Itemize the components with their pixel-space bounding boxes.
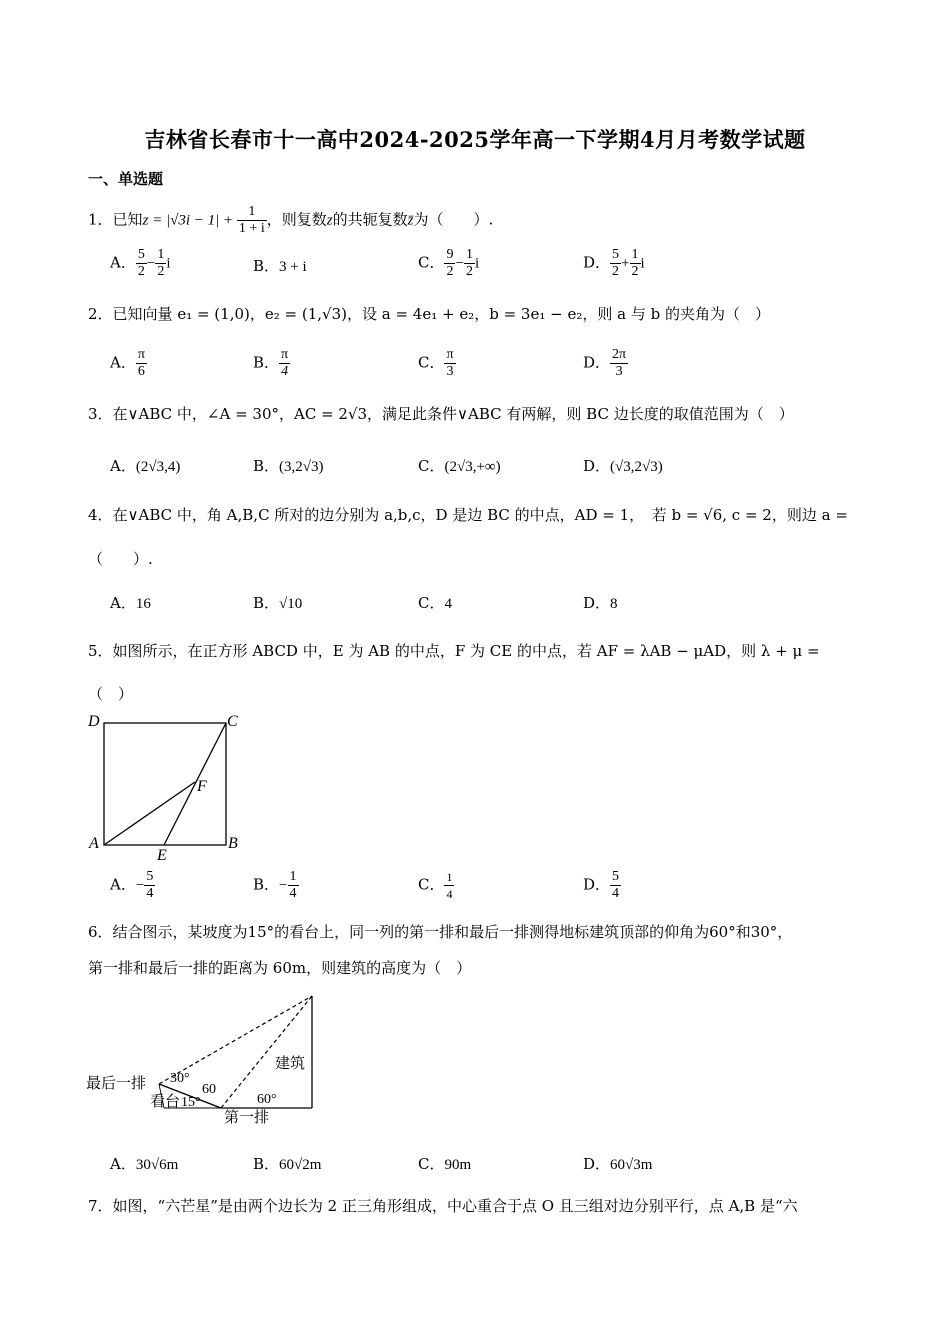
option-tail: i — [474, 255, 480, 272]
option-label: B． — [253, 594, 280, 612]
frac-num: 5 — [137, 247, 145, 262]
frac-den: 6 — [137, 364, 145, 379]
question-text: 在∨ABC 中，∠A = 30°，AC = 2√3，满足此条件∨ABC 有两解，则 BC 边长度的取值范围为（ ） — [112, 405, 794, 423]
page-title: 吉林省长春市十一高中2024-2025学年高一下学期4月月考数学试题 — [144, 127, 806, 152]
option-label: C． — [418, 594, 445, 612]
q6-option-c[interactable] — [418, 1153, 471, 1174]
question-2-stem — [88, 304, 770, 324]
q2-option-a[interactable] — [110, 347, 147, 380]
q6-option-b[interactable] — [253, 1153, 321, 1174]
option-label: A． — [110, 594, 136, 612]
option-text: (√3,2√3) — [610, 459, 663, 475]
question-text: 在∨ABC 中，角 A,B,C 所对的边分别为 a,b,c，D 是边 BC 的中点，AD = 1， 若 b = √6, c = 2，则边 a = — [112, 506, 848, 524]
frac-num: π — [281, 347, 289, 362]
option-label: D． — [583, 353, 611, 372]
q5-option-b[interactable] — [253, 869, 299, 902]
option-label: C． — [418, 1155, 445, 1173]
question-number: 7． — [88, 1197, 113, 1215]
option-text: 60√3m — [610, 1157, 653, 1173]
q5-option-d[interactable] — [583, 869, 621, 902]
frac-den: 4 — [289, 886, 297, 901]
frac-num: 5 — [612, 869, 620, 884]
option-frac — [610, 869, 621, 902]
q6-option-d[interactable] — [583, 1153, 652, 1174]
frac-den: 4 — [612, 886, 620, 901]
q1-z: z — [326, 212, 333, 229]
option-text: √10 — [279, 596, 303, 612]
frac-num: π — [137, 347, 145, 362]
label-c: C — [227, 713, 238, 730]
option-frac — [464, 247, 475, 280]
q1-fraction — [237, 204, 267, 237]
option-label: B． — [253, 875, 280, 894]
option-label: C． — [418, 353, 445, 372]
option-op: − — [455, 255, 464, 272]
frac-num: 5 — [146, 869, 154, 884]
frac-num: 1 — [289, 869, 297, 884]
frac-num: 2π — [612, 347, 627, 362]
frac-num: 1 — [465, 247, 473, 262]
question-3-stem — [88, 404, 794, 424]
option-text: 4 — [444, 596, 452, 612]
option-label: C． — [418, 875, 445, 894]
option-label: A． — [110, 253, 136, 272]
question-4-stem — [88, 505, 848, 525]
q6-option-a[interactable] — [110, 1153, 178, 1174]
question-number: 4． — [88, 506, 113, 524]
label-angle-60: 60° — [257, 1092, 277, 1107]
q1-option-a[interactable] — [110, 247, 170, 280]
frac-den: 4 — [446, 887, 453, 901]
q1-expr: z = |√3i − 1| + — [142, 212, 237, 229]
option-frac — [610, 347, 628, 380]
option-label: A． — [110, 1155, 136, 1173]
option-text: 8 — [610, 596, 618, 612]
label-building: 建筑 — [275, 1056, 306, 1072]
q4-option-b[interactable] — [253, 592, 302, 613]
option-label: B． — [253, 257, 280, 275]
option-op: − — [146, 255, 156, 272]
option-text: 16 — [135, 596, 151, 612]
square-abcd — [104, 723, 226, 845]
label-last-row: 最后一排 — [86, 1076, 147, 1092]
q5-option-a[interactable] — [110, 869, 155, 902]
q1-text-d: 为（ ）. — [413, 210, 494, 229]
frac-den: 2 — [465, 264, 473, 279]
question-4-stem-line2: （ ）. — [88, 550, 153, 568]
question-7-stem — [88, 1196, 798, 1216]
square-figure — [84, 708, 254, 868]
frac-den: 3 — [446, 364, 454, 379]
label-a: A — [89, 835, 99, 852]
question-5-stem — [88, 641, 820, 661]
option-label: A． — [110, 875, 136, 894]
question-number: 5． — [88, 642, 113, 660]
q3-option-a[interactable] — [110, 455, 180, 476]
question-5-stem-line2: （ ） — [88, 685, 134, 703]
question-6-stem-line2: 第一排和最后一排的距离为 60m，则建筑的高度为（ ） — [88, 959, 472, 977]
option-op: + — [621, 255, 630, 272]
q2-option-b[interactable] — [253, 347, 290, 380]
frac-den: 4 — [281, 364, 289, 379]
frac-num: 5 — [612, 247, 620, 262]
label-stand: 看台 — [150, 1094, 181, 1110]
q3-option-b[interactable] — [253, 455, 324, 476]
option-label: A． — [110, 353, 136, 372]
label-d: D — [88, 713, 100, 730]
q1-option-b[interactable] — [253, 255, 307, 276]
frac-num: 9 — [446, 247, 454, 262]
label-first-row: 第一排 — [224, 1110, 270, 1126]
option-frac — [444, 347, 455, 380]
q1-option-d[interactable] — [583, 247, 645, 280]
option-frac — [288, 869, 299, 902]
option-label: D． — [583, 457, 611, 475]
question-text: 已知向量 e₁ = (1,0)，e₂ = (1,√3)，设 a = 4e₁ + e₂，b = 3e₁ − e₂，则 a 与 b 的夹角为（ ） — [112, 305, 770, 323]
option-tail: i — [166, 255, 171, 272]
q3-option-c[interactable] — [418, 455, 501, 476]
option-frac — [136, 347, 147, 380]
frac-den: 2 — [137, 264, 145, 279]
option-label: A． — [110, 457, 136, 475]
q2-option-c[interactable] — [418, 347, 456, 380]
label-e: E — [157, 847, 167, 864]
frac-den: 2 — [612, 264, 620, 279]
q4-option-c[interactable] — [418, 592, 452, 613]
question-number: 1． — [88, 210, 113, 229]
label-angle-15: 15° — [181, 1095, 201, 1110]
option-sign: − — [135, 877, 145, 894]
q4-option-a[interactable] — [110, 592, 151, 613]
option-label: B． — [253, 457, 280, 475]
option-frac — [279, 347, 290, 380]
q1-frac-den: 1 + i — [238, 221, 265, 236]
option-text: 3 + i — [279, 259, 307, 275]
q1-option-c[interactable] — [418, 247, 479, 280]
q4-option-d[interactable] — [583, 592, 618, 613]
q1-zbar: z̄ — [407, 212, 414, 229]
option-frac — [155, 247, 166, 280]
label-f: F — [197, 778, 207, 795]
option-text: (2√3,+∞) — [444, 459, 501, 475]
option-label: D． — [583, 875, 611, 894]
option-text: 60√2m — [279, 1157, 322, 1173]
frac-den: 2 — [446, 264, 454, 279]
question-text: 如图所示，在正方形 ABCD 中，E 为 AB 的中点，F 为 CE 的中点，若 AF = λAB − μAD，则 λ + μ = — [112, 642, 820, 660]
option-text: (2√3,4) — [135, 459, 181, 475]
label-angle-30: 30° — [170, 1071, 190, 1086]
segment-ec — [164, 723, 226, 845]
option-tail: i — [640, 255, 645, 272]
option-label: C． — [418, 253, 445, 272]
option-frac — [610, 247, 621, 280]
frac-den: 2 — [157, 264, 165, 279]
option-frac — [136, 247, 147, 280]
q5-option-c[interactable] — [418, 869, 454, 902]
option-label: C． — [418, 457, 445, 475]
frac-num: π — [446, 347, 454, 362]
option-label: D． — [583, 1155, 611, 1173]
question-6-stem — [88, 922, 792, 942]
frac-num: 1 — [631, 247, 639, 262]
label-b: B — [228, 835, 238, 852]
question-number: 3． — [88, 405, 113, 423]
option-label: B． — [253, 1155, 280, 1173]
stand-figure — [84, 990, 334, 1130]
q1-text-a: 已知 — [112, 210, 143, 229]
option-frac — [444, 869, 454, 902]
q1-text-b: ，则复数 — [266, 210, 327, 229]
q1-frac-num: 1 — [237, 204, 267, 221]
option-frac — [630, 247, 641, 280]
question-text: 如图，“六芒星”是由两个边长为 2 正三角形组成，中心重合于点 O 且三组对边分别平行，点 A,B 是“六 — [112, 1197, 798, 1215]
segment-af — [104, 782, 195, 845]
q2-option-d[interactable] — [583, 347, 628, 380]
option-text: (3,2√3) — [279, 459, 324, 475]
option-text: 30√6m — [135, 1157, 179, 1173]
question-1-stem — [88, 204, 493, 237]
frac-den: 2 — [631, 264, 639, 279]
frac-num: 1 — [446, 870, 453, 884]
option-frac — [444, 247, 455, 280]
option-label: D． — [583, 594, 611, 612]
option-label: D． — [583, 253, 611, 272]
option-text: 90m — [444, 1157, 472, 1173]
question-text: 结合图示，某坡度为15°的看台上，同一列的第一排和最后一排测得地标建筑顶部的仰角为60°和30°， — [112, 923, 793, 941]
option-sign: − — [279, 877, 288, 894]
section-heading: 一、单选题 — [88, 170, 164, 188]
label-distance: 60 — [202, 1082, 216, 1097]
frac-num: 1 — [157, 247, 165, 262]
option-frac — [144, 869, 155, 902]
question-number: 2． — [88, 305, 113, 323]
frac-den: 4 — [146, 886, 154, 901]
option-label: B． — [253, 353, 280, 372]
q3-option-d[interactable] — [583, 455, 663, 476]
q1-text-c: 的共轭复数 — [332, 210, 408, 229]
question-number: 6． — [88, 923, 113, 941]
frac-den: 3 — [615, 364, 623, 379]
